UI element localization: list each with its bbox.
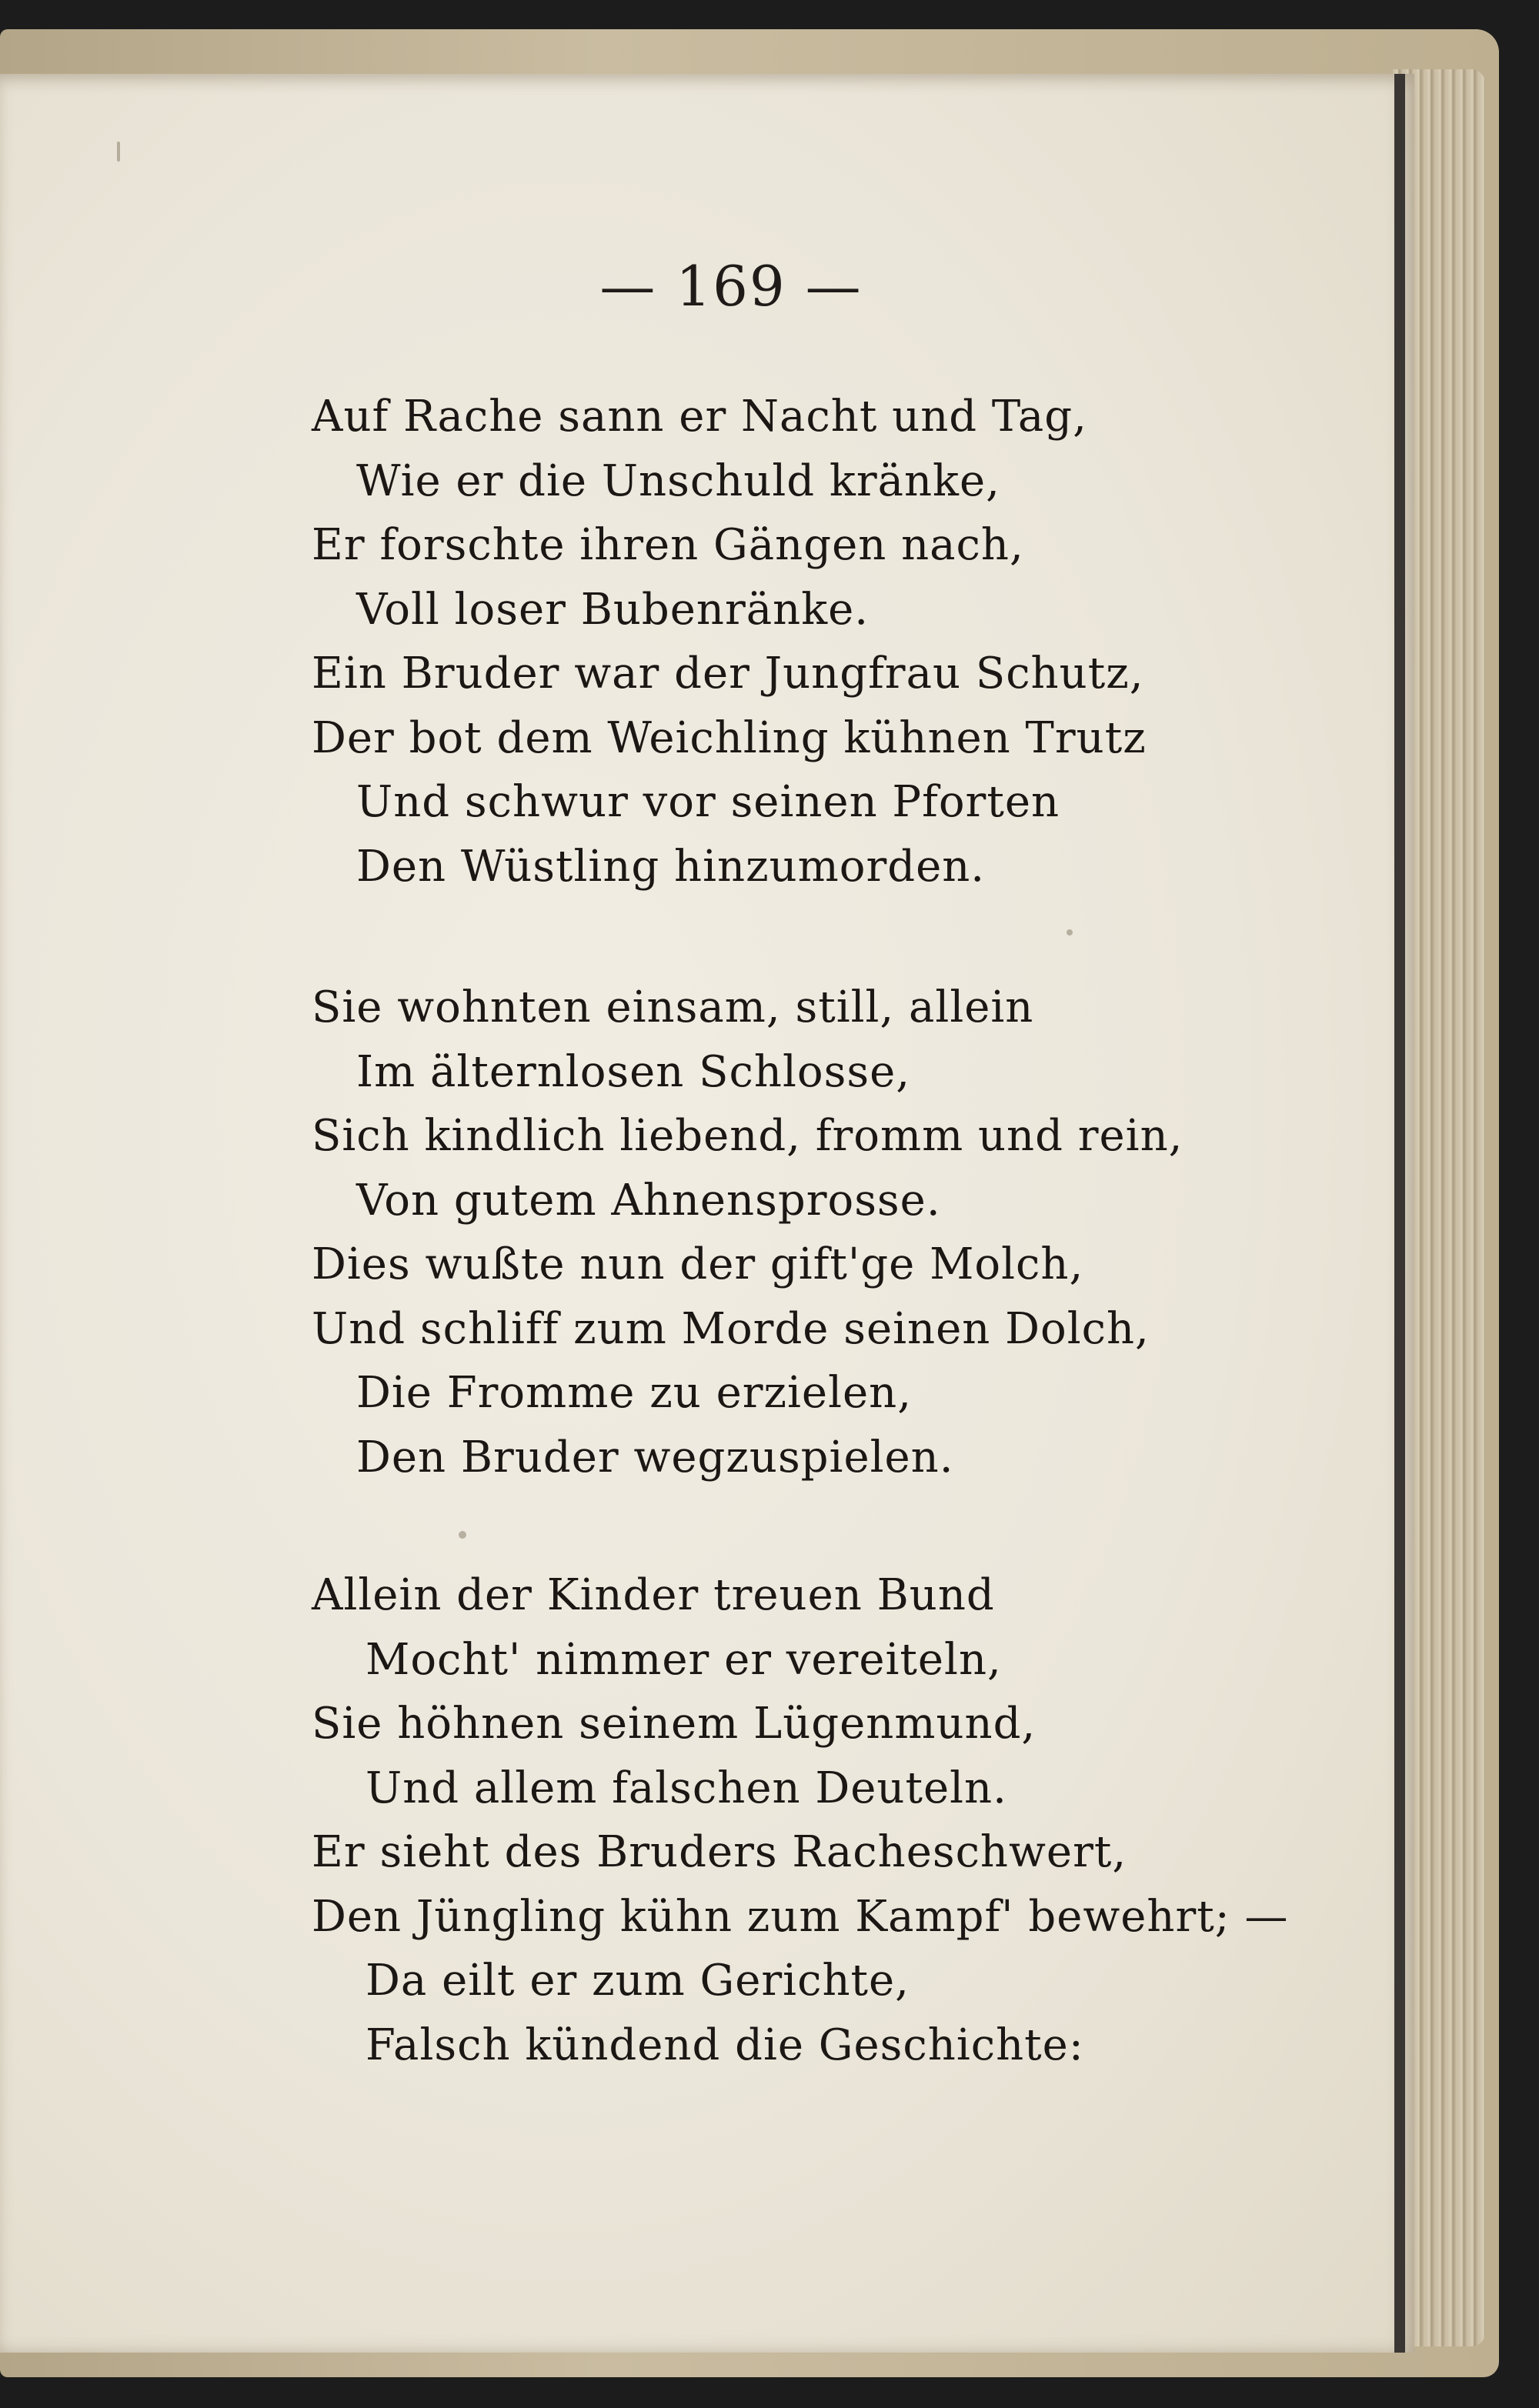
verse-line: Die Fromme zu erzielen, [356,1368,912,1418]
verse-line: Den Jüngling kühn zum Kampf' bewehrt; — [312,1891,1289,1942]
verse-line: Im älternlosen Schlosse, [356,1046,911,1097]
paper-speck [459,1531,466,1539]
verse-line: Sich kindlich liebend, fromm und rein, [312,1111,1183,1161]
stanza-2 [312,976,1389,1489]
verse-line: Und schliff zum Morde seinen Dolch, [312,1303,1150,1354]
verse-line: Wie er die Unschuld kränke, [356,455,1000,506]
verse-line: Er sieht des Bruders Racheschwert, [312,1827,1127,1877]
verse-line: Auf Rache sann er Nacht und Tag, [312,392,1087,442]
page-number: — 169 — [599,254,863,319]
verse-line: Mocht' nimmer er vereiteln, [366,1634,1002,1685]
verse-line: Und allem falschen Deuteln. [366,1763,1007,1813]
verse-line: Allein der Kinder treuen Bund [312,1570,995,1620]
verse-line: Ein Bruder war der Jungfrau Schutz, [312,649,1144,699]
verse-line: Sie höhnen seinem Lügenmund, [312,1699,1037,1749]
page-edge-shadow [1394,74,1405,2353]
verse-line: Den Wüstling hinzumorden. [356,841,986,892]
stanza-3 [312,1563,1389,2077]
verse-line: Voll loser Bubenränke. [356,584,870,635]
paper-speck [117,142,120,162]
verse-line: Von gutem Ahnensprosse. [356,1175,941,1226]
verse-line: Der bot dem Weichling kühnen Trutz [312,712,1147,763]
verse-line: Sie wohnten einsam, still, allein [312,982,1034,1032]
verse-line: Den Bruder wegzuspielen. [356,1432,954,1482]
paper-speck [1067,929,1073,936]
verse-line: Falsch kündend die Geschichte: [366,2019,1084,2070]
verse-line: Dies wußte nun der gift'ge Molch, [312,1239,1084,1289]
verse-line: Da eilt er zum Gerichte, [366,1956,910,2006]
verse-line: Und schwur vor seinen Pforten [356,777,1060,827]
stanza-1 [312,385,1389,899]
verse-line: Er forschte ihren Gängen nach, [312,520,1024,570]
